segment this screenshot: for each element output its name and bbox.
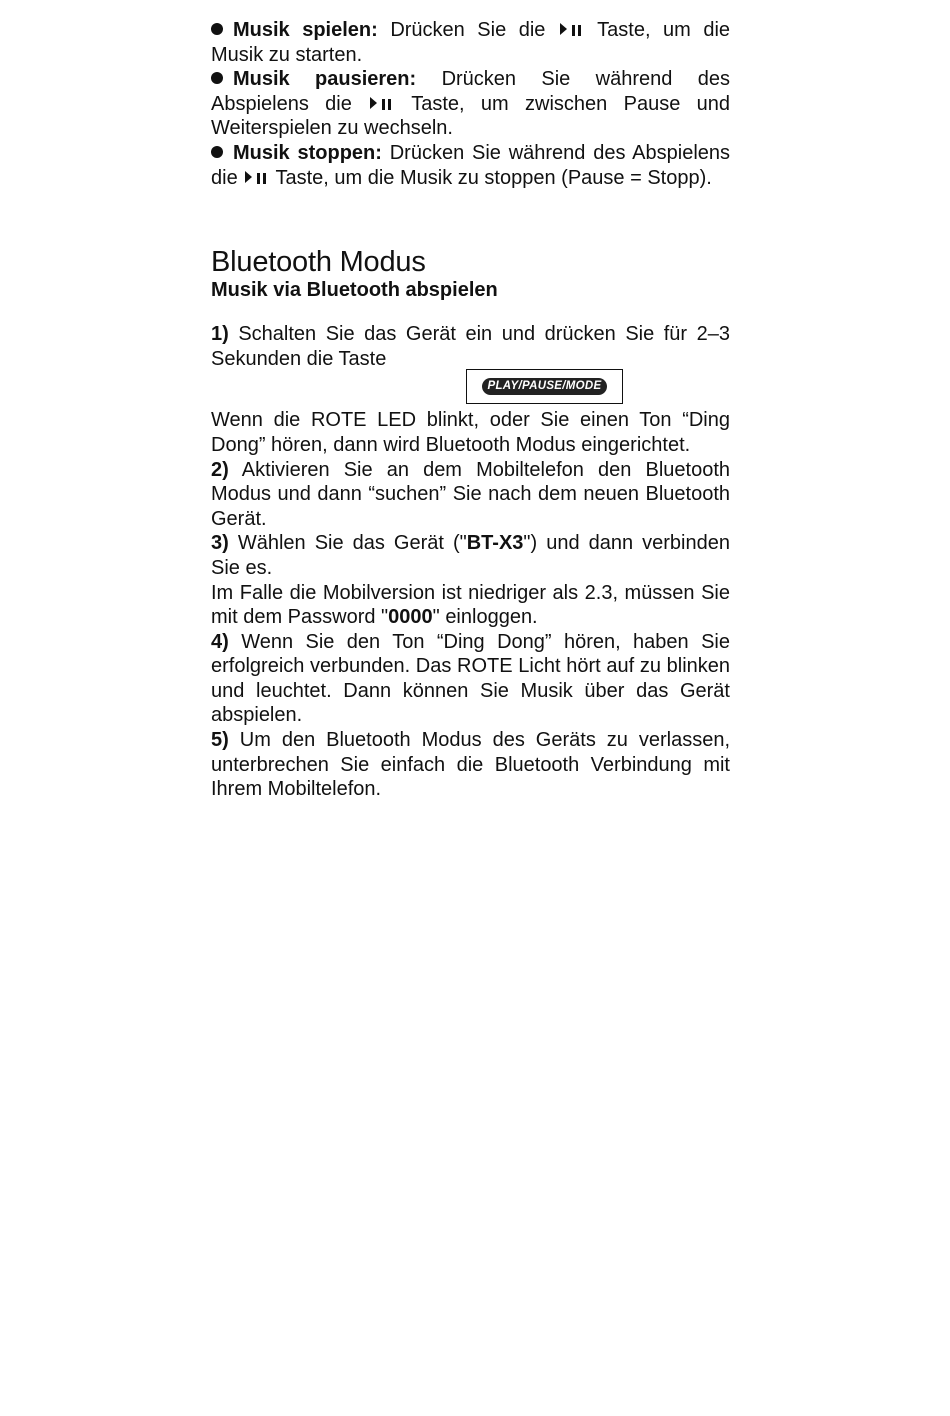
mode-button-frame xyxy=(466,369,623,404)
section-title: Bluetooth Modus xyxy=(211,246,426,279)
step-number: 5) xyxy=(211,729,229,752)
step-text: Schalten Sie das Gerät ein und drücken Sie für 2–3 Sekunden die Taste xyxy=(211,323,731,370)
bullet-icon xyxy=(211,146,223,158)
play-icon xyxy=(370,97,377,109)
bullet-label: Musik pausieren: xyxy=(233,68,417,91)
play-icon xyxy=(245,171,252,183)
bullet-text-before: Drücken Sie während des Abspielens die xyxy=(211,68,730,115)
step-text: Um den Bluetooth Modus des Geräts zu verlassen, unterbrechen Sie einfach die Bluetooth Verbindung mit Ihrem Mobiltelefon. xyxy=(211,729,731,801)
step-number: 2) xyxy=(211,458,229,481)
bullet-play xyxy=(211,18,730,67)
step-number: 3) xyxy=(211,532,229,555)
bullet-stop xyxy=(211,141,730,190)
step-text: Aktivieren Sie an dem Mobiltelefon den Bluetooth Modus und dann “suchen” Sie nach dem neuen Bluetooth Gerät. xyxy=(211,458,730,530)
step-number: 4) xyxy=(211,630,229,653)
pause-icon xyxy=(257,173,266,184)
mode-button-row xyxy=(211,371,730,395)
bullet-text-after: Taste, um die Musik zu stoppen (Pause = Stopp). xyxy=(275,166,712,189)
bullet-text-after: Taste, um zwischen Pause und Weiterspielen zu wechseln. xyxy=(211,92,731,140)
bullet-icon xyxy=(211,72,223,84)
play-pause-mode-button-image: PLAY/PAUSE/MODE xyxy=(482,378,608,395)
bullet-label: Musik spielen: xyxy=(233,19,378,41)
note-text-before: Im Falle die Mobilversion ist niedriger als 2.3, müssen Sie mit dem Password " xyxy=(211,581,730,629)
manual-page xyxy=(211,18,730,802)
pause-icon xyxy=(382,99,391,110)
bullet-text-after: Taste, um die Musik zu starten. xyxy=(211,19,731,66)
device-name: BT-X3 xyxy=(466,532,524,555)
bullet-icon xyxy=(211,23,223,35)
play-icon xyxy=(560,23,567,35)
step-number: 1) xyxy=(211,323,229,346)
pause-icon xyxy=(572,25,581,36)
bullet-text-before: Drücken Sie die xyxy=(390,19,546,41)
step-text-after: ") und dann verbinden Sie es. xyxy=(211,532,730,579)
spacer xyxy=(211,302,730,322)
bullet-pause xyxy=(211,67,730,141)
step-text-before: Wählen Sie das Gerät (" xyxy=(237,532,467,555)
step-1 xyxy=(211,322,730,371)
bullet-text-before: Drücken Sie während des Abspielens die xyxy=(211,141,731,189)
step-3 xyxy=(211,531,730,580)
step-1-followup: Wenn die ROTE LED blinkt, oder Sie einen Ton “Ding Dong” hören, dann wird Bluetooth Modus eingerichtet. xyxy=(211,409,730,456)
step-2 xyxy=(211,458,730,532)
bullet-label: Musik stoppen: xyxy=(233,141,382,164)
note-text-after: " einloggen. xyxy=(432,606,538,629)
step-text: Wenn Sie den Ton “Ding Dong” hören, haben Sie erfolgreich verbunden. Das ROTE Licht hört auf zu blinken und leuchtet. Dann können Sie Musik über das Gerät abspielen. xyxy=(211,630,730,727)
section-subtitle: Musik via Bluetooth abspielen xyxy=(211,279,498,302)
step-4 xyxy=(211,630,730,728)
password-value: 0000 xyxy=(388,606,433,629)
password-note xyxy=(211,581,730,630)
step-5 xyxy=(211,728,730,802)
